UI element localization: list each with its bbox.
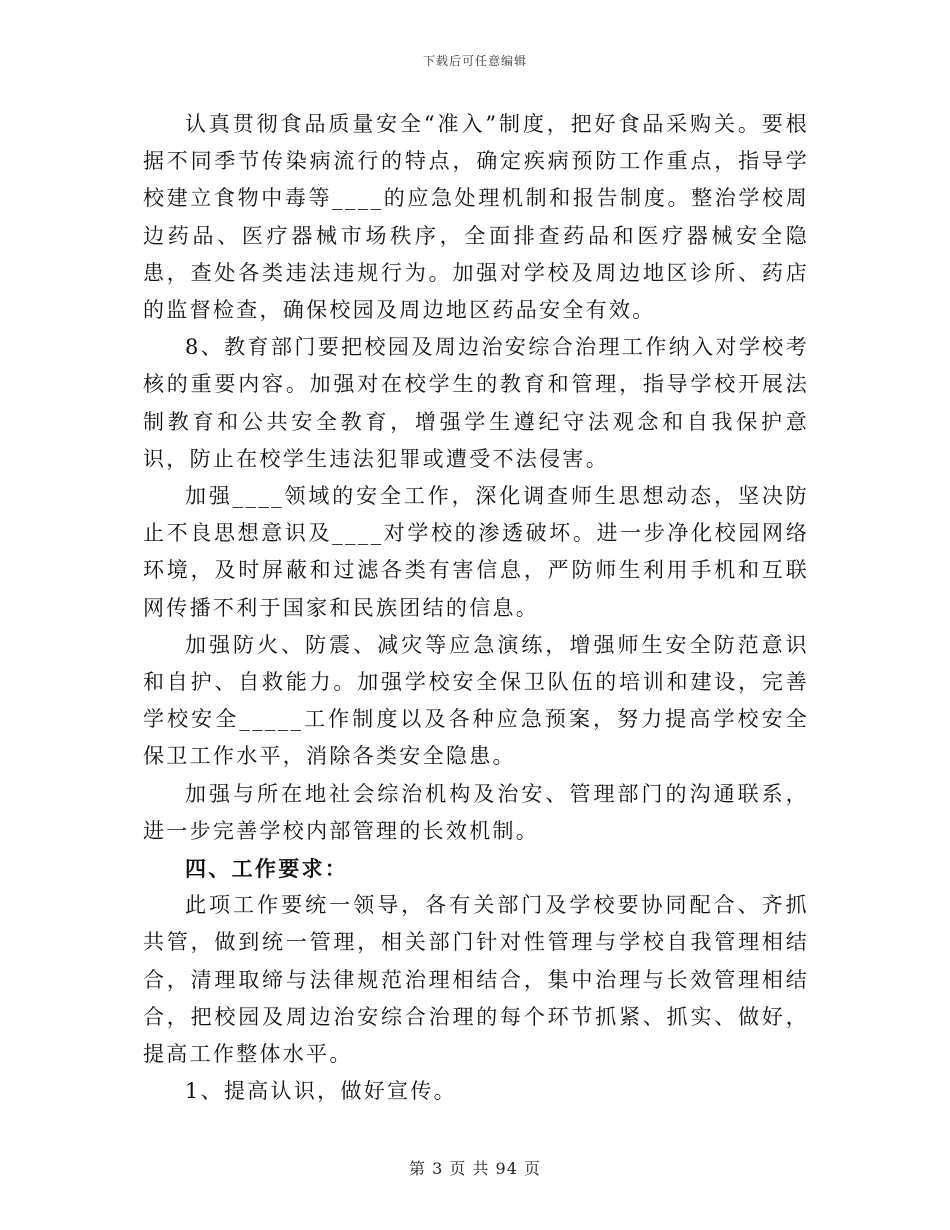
paragraph-ideology-security: 加强____领域的安全工作，深化调查师生思想动态，坚决防止不良思想意识及____对学校的渗透破坏。进一步净化校园网络环境，及时屏蔽和过滤各类有害信息，严防师生利用手机和互联网传播不利于国家和民族团结的信息。 xyxy=(143,484,809,620)
paragraph-unified-leadership: 此项工作要统一领导，各有关部门及学校要协同配合、齐抓共管，做到统一管理，相关部门针对性管理与学校自我管理相结合，清理取缔与法律规范治理相结合，集中治理与长效管理相结合，把校园及周边治安综合治理的每个环节抓紧、抓实、做好，提高工作整体水平。 xyxy=(143,893,809,1067)
document-body xyxy=(143,106,809,1110)
paragraph-emergency-drills: 加强防火、防震、减灾等应急演练，增强师生安全防范意识和自护、自救能力。加强学校安全保卫队伍的培训和建设，完善学校安全_____工作制度以及各种应急预案，努力提高学校安全保卫工作水平，消除各类安全隐患。 xyxy=(143,632,809,769)
paragraph-communication: 加强与所在地社会综治机构及治安、管理部门的沟通联系，进一步完善学校内部管理的长效机制。 xyxy=(143,781,809,843)
paragraph-education-department: 8、教育部门要把校园及周边治安综合治理工作纳入对学校考核的重要内容。加强对在校学生的教育和管理，指导学校开展法制教育和公共安全教育，增强学生遵纪守法观念和自我保护意识，防止在校学生违法犯罪或遭受不法侵害。 xyxy=(143,335,809,471)
header-note: 下载后可任意编辑 xyxy=(422,54,527,68)
page-number: 第 3 页 共 94 页 xyxy=(409,1159,541,1178)
paragraph-raise-awareness: 1、提高认识，做好宣传。 xyxy=(185,1079,457,1104)
paragraph-food-safety: 认真贯彻食品质量安全“准入”制度，把好食品采购关。要根据不同季节传染病流行的特点，确定疾病预防工作重点，指导学校建立食物中毒等____的应急处理机制和报告制度。整治学校周边药品、医疗器械市场秩序，全面排查药品和医疗器械安全隐患，查处各类违法违规行为。加强对学校及周边地区诊所、药店的监督检查，确保校园及周边地区药品安全有效。 xyxy=(143,112,809,323)
section-heading-work-requirements: 四、工作要求： xyxy=(185,856,349,882)
